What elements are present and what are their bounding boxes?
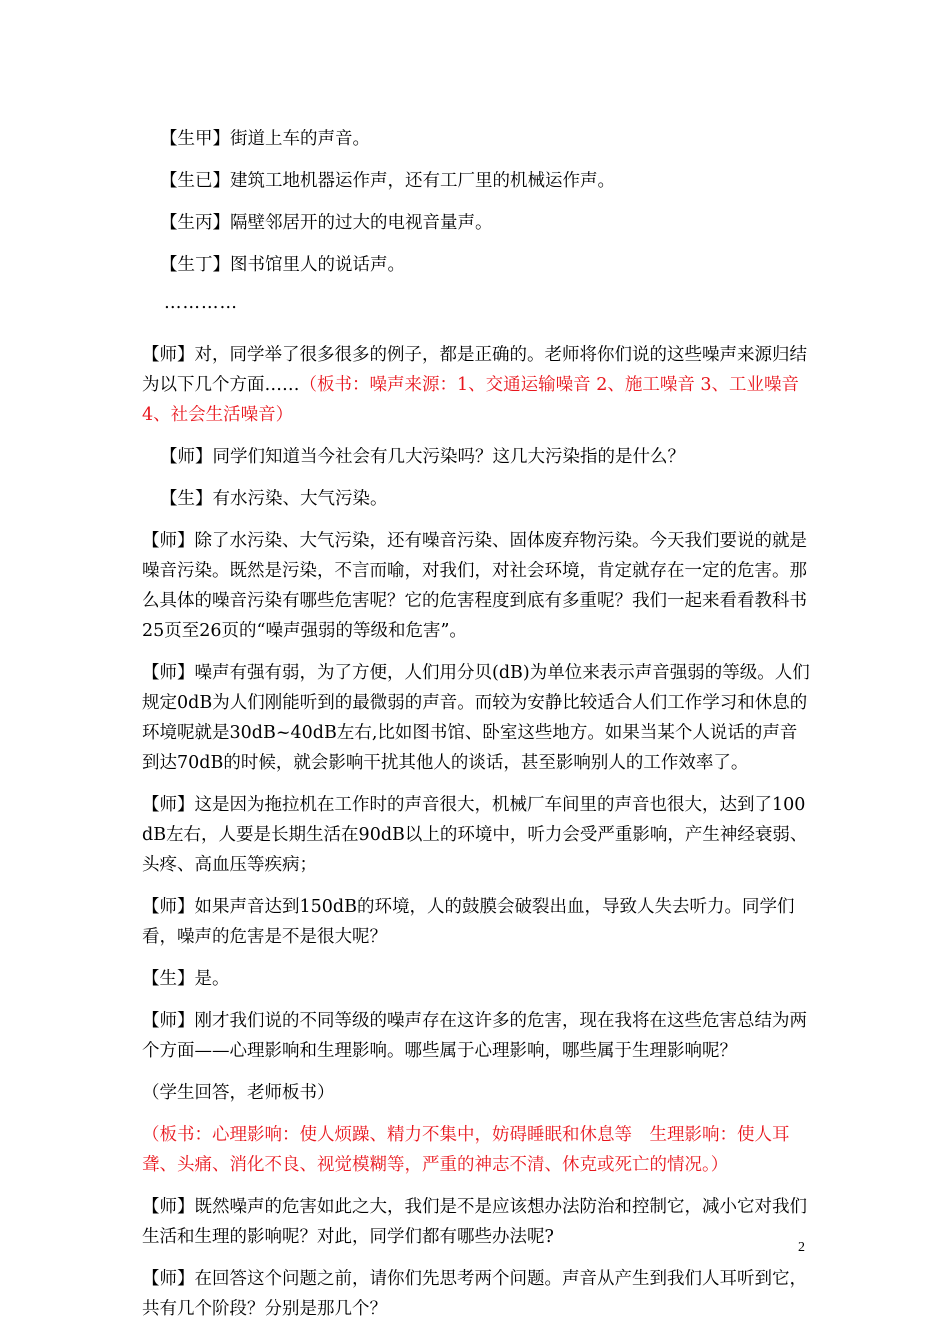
teacher-text: 【师】对，同学举了很多很多的例子，都是正确的。老师将你们说的这些噪声来源归结为以下几个方面……: [142, 345, 807, 395]
paragraph-student-pollution-answer: 【生】有水污染、大气污染。: [160, 489, 388, 509]
blackboard-note-effects: （板书：心理影响：使人烦躁、精力不集中，妨碍睡眠和休息等 生理影响：使人耳聋、头痛、消化不良、视觉模糊等，严重的神志不清、休克或死亡的情况。）: [142, 1125, 790, 1175]
paragraph-teacher-stages-question: 【师】在回答这个问题之前，请你们先思考两个问题。声音从产生到我们人耳听到它，共有几个阶段？分别是那几个？: [142, 1269, 807, 1319]
page-number: 2: [798, 1240, 805, 1255]
paragraph-teacher-control-question: 【师】既然噪声的危害如此之大，我们是不是应该想办法防治和控制它，减小它对我们生活和生理的影响呢？对此，同学们都有哪些办法呢?: [142, 1197, 807, 1247]
paragraph-student-answer-note: （学生回答，老师板书）: [142, 1083, 335, 1103]
blackboard-note-noise-sources: （板书：噪声来源：1、交通运输噪音 2、施工噪音 3、工业噪音 4、社会生活噪音）: [142, 375, 800, 425]
paragraph-teacher-noise-pollution: 【师】除了水污染、大气污染，还有噪音污染、固体废弃物污染。今天我们要说的就是噪音污染。既然是污染，不言而喻，对我们，对社会环境，肯定就存在一定的危害。那么具体的噪音污染有哪些危害呢？它的危害程度到底有多重呢？我们一起来看看教科书25页至26页的“噪声强弱的等级和危害”。: [142, 531, 807, 641]
paragraph-student-yes: 【生】是。: [142, 969, 230, 989]
paragraph-teacher-150db: 【师】如果声音达到150dB的环境，人的鼓膜会破裂出血，导致人失去听力。同学们看，噪声的危害是不是很大呢？: [142, 897, 795, 947]
page-body: [142, 124, 810, 1336]
paragraph-teacher-tractor: 【师】这是因为拖拉机在工作时的声音很大，机械厂车间里的声音也很大，达到了100dB左右，人要是长期生活在90dB以上的环境中，听力会受严重影响，产生神经衰弱、头疼、高血压等疾病；: [142, 795, 808, 875]
ellipsis-line: …………: [164, 293, 238, 313]
paragraph-student-bing: 【生丙】隔壁邻居开的过大的电视音量声。: [160, 213, 493, 233]
paragraph-teacher-pollution-question: 【师】同学们知道当今社会有几大污染吗？这几大污染指的是什么？: [160, 447, 685, 467]
paragraph-teacher-noise-sources: [142, 340, 810, 430]
paragraph-student-ding: 【生丁】图书馆里人的说话声。: [160, 255, 405, 275]
paragraph-student-jia: 【生甲】街道上车的声音。: [160, 129, 370, 149]
paragraph-teacher-decibel: 【师】噪声有强有弱，为了方便，人们用分贝(dB)为单位来表示声音强弱的等级。人们规定0dB为人们刚能听到的最微弱的声音。而较为安静比较适合人们工作学习和休息的环境呢就是30dB~40dB左右,比如图书馆、卧室这些地方。如果当某个人说话的声音到达70dB的时候，就会影响干扰其他人的谈话，甚至影响别人的工作效率了。: [142, 663, 810, 773]
paragraph-student-yi: 【生已】建筑工地机器运作声，还有工厂里的机械运作声。: [160, 171, 615, 191]
paragraph-teacher-effects-summary: 【师】刚才我们说的不同等级的噪声存在这许多的危害，现在我将在这些危害总结为两个方面——心理影响和生理影响。哪些属于心理影响，哪些属于生理影响呢？: [142, 1011, 807, 1061]
